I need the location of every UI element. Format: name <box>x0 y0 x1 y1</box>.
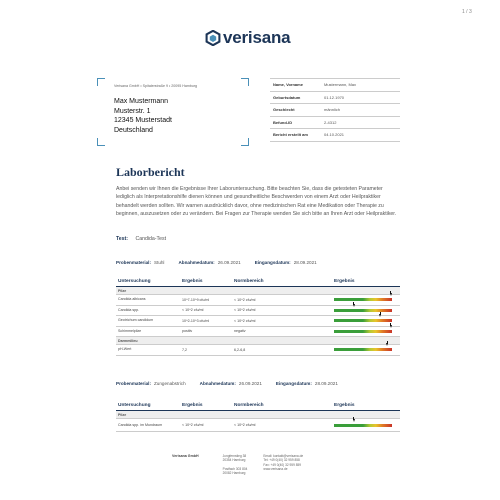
test-label: Test: <box>116 236 129 242</box>
address-window-corner <box>97 138 105 146</box>
result-scale <box>334 330 392 333</box>
header-test: Untersuchung <box>118 279 151 284</box>
cell-result: positiv <box>182 329 193 334</box>
table-row <box>116 419 400 432</box>
footer-line: 20354 Hamburg <box>222 458 246 463</box>
cell-test: Candida spp. im Mundraum <box>118 422 163 427</box>
info-value: 2-4312 <box>324 119 337 125</box>
result-scale <box>334 319 392 322</box>
cell-result: 10^2-10^3 cfu/ml <box>182 318 210 323</box>
table-row <box>116 316 400 327</box>
cell-range: < 10^2 cfu/ml <box>234 308 256 313</box>
footer-address <box>223 454 248 476</box>
intro-paragraph: Anbei senden wir Ihnen die Ergebnisse Ihrer Laboruntersuchung. Bitte beachten Sie, dass die getesteten Parameter lediglich als Interpretationshilfe dienen können und gesundheitliche Beschwerden von einem Arzt oder Heilpraktiker behandelt werden sollten. Wir warnen ausdrücklich davor, ohne medizinischen Rat eine Medikation oder Therapie zu beginnen, auszusetzen oder zu verändern. Bei Fragen zur Therapie wenden Sie sich bitte an Ihren Arzt oder Heilpraktiker. <box>116 186 397 217</box>
cell-range: < 10^2 cfu/ml <box>234 297 256 302</box>
logo-text: verisana <box>223 28 291 47</box>
footer-company: Verisana GmbH <box>172 454 199 458</box>
material-value: Stuhl <box>153 260 165 265</box>
cell-range: < 10^2 cfu/ml <box>234 423 256 427</box>
result-marker <box>390 293 392 296</box>
result-marker <box>353 419 355 422</box>
cell-range: < 10^2 cfu/ml <box>234 318 256 323</box>
table-row <box>116 306 400 317</box>
result-marker <box>390 325 392 328</box>
address-line: Musterstr. 1 <box>114 107 151 115</box>
address-line: Deutschland <box>114 126 153 134</box>
info-label: Geburtsdatum <box>273 94 301 100</box>
info-label: Bericht erstellt am <box>273 132 308 138</box>
group-row: Pilze <box>116 411 400 419</box>
footer-line: Jungfernstieg 38 <box>222 454 247 458</box>
result-scale <box>334 298 392 301</box>
info-label: Befund-ID <box>273 119 293 125</box>
received-value: 28.09.2021 <box>314 381 338 386</box>
table-row <box>116 327 400 338</box>
footer-line: Email: kontakt@verisana.de <box>263 454 304 458</box>
info-value: 04.10.2021 <box>324 132 345 138</box>
info-row <box>270 104 400 117</box>
address-window-corner <box>97 78 105 86</box>
footer-line: www.verisana.de <box>263 467 288 472</box>
results-table-tongue <box>116 401 400 432</box>
table-row <box>116 295 400 306</box>
taken-value: 26.09.2021 <box>217 260 241 265</box>
results-table-stool <box>116 277 400 356</box>
footer-line: 20082 Hamburg <box>222 471 246 476</box>
material-label: Probenmaterial: <box>116 260 151 265</box>
group-row: Darmmilieu <box>116 337 400 345</box>
result-scale <box>334 424 392 427</box>
footer-line: Tel: +49 0(40) 32 959 858 <box>263 458 300 463</box>
material-value: Zungenabstrich <box>153 381 186 386</box>
address-line: Max Mustermann <box>114 98 169 105</box>
address-window-corner <box>241 138 249 146</box>
sample-meta <box>116 260 331 265</box>
cell-range: negativ <box>234 329 246 334</box>
info-value: Mustermann, Max <box>324 82 357 88</box>
cell-test: Schimmelpilze <box>118 328 142 333</box>
test-line <box>116 236 166 242</box>
table-row <box>116 345 400 356</box>
result-scale <box>334 309 392 312</box>
table-header <box>116 401 400 411</box>
result-scale <box>334 348 392 351</box>
verisana-logo <box>205 28 290 48</box>
report-heading: Laborbericht <box>116 165 185 179</box>
cell-result: 7,2 <box>182 347 187 352</box>
footer-line: Postfach 303 804 <box>222 466 248 471</box>
sender-line: Verisana GmbH • Spitalerstraße 9 • 20095 Hamburg <box>114 84 198 88</box>
page-number: 1 / 3 <box>462 9 472 15</box>
header-outcome: Ergebnis <box>334 403 355 408</box>
result-marker <box>379 314 381 317</box>
info-row <box>270 78 400 92</box>
taken-value: 26.09.2021 <box>238 381 262 386</box>
header-range: Normbereich <box>234 403 264 408</box>
received-label: Eingangsdatum: <box>254 260 291 265</box>
recipient-address <box>114 97 172 135</box>
info-row <box>270 129 400 142</box>
received-value: 28.09.2021 <box>293 260 317 265</box>
header-outcome: Ergebnis <box>334 279 355 284</box>
cell-result: < 10^2 cfu/ml <box>182 308 204 313</box>
info-row <box>270 92 400 105</box>
cell-test: pH-Wert <box>118 347 132 352</box>
table-header <box>116 277 400 287</box>
info-label: Name, Vorname <box>273 82 303 88</box>
sample-meta <box>116 381 352 386</box>
address-line: 12345 Musterstadt <box>114 117 172 124</box>
received-label: Eingangsdatum: <box>275 381 312 386</box>
result-marker <box>353 304 355 307</box>
result-marker <box>386 343 388 346</box>
header-result: Ergebnis <box>182 279 203 284</box>
group-row: Pilze <box>116 287 400 295</box>
footer-line: Fax: +49 0(40) 32 959 859 <box>263 462 302 467</box>
info-value: männlich <box>324 107 341 113</box>
cell-result: < 10^2 cfu/ml <box>182 423 204 427</box>
material-label: Probenmaterial: <box>116 381 151 386</box>
cell-range: 6,2-6,8 <box>234 347 246 352</box>
hexagon-logo-icon <box>205 30 221 46</box>
taken-label: Abnahmedatum: <box>178 260 215 265</box>
address-window-corner <box>241 78 249 86</box>
info-value: 01.12.1970 <box>324 94 345 100</box>
info-row <box>270 117 400 130</box>
cell-test: Candida spp. <box>118 307 140 312</box>
info-label: Geschlecht <box>273 107 295 113</box>
patient-info-table <box>270 78 400 142</box>
footer-contact <box>263 454 303 476</box>
cell-test: Candida albicans <box>118 297 146 302</box>
test-value: Candida-Test <box>135 236 167 242</box>
header-range: Normbereich <box>234 279 264 284</box>
header-result: Ergebnis <box>182 403 203 408</box>
taken-label: Abnahmedatum: <box>199 381 236 386</box>
cell-result: 10^7-10^9 cfu/ml <box>182 297 210 302</box>
cell-test: Geotrichum candidum <box>118 318 154 323</box>
header-test: Untersuchung <box>118 403 151 408</box>
footer <box>172 454 319 476</box>
